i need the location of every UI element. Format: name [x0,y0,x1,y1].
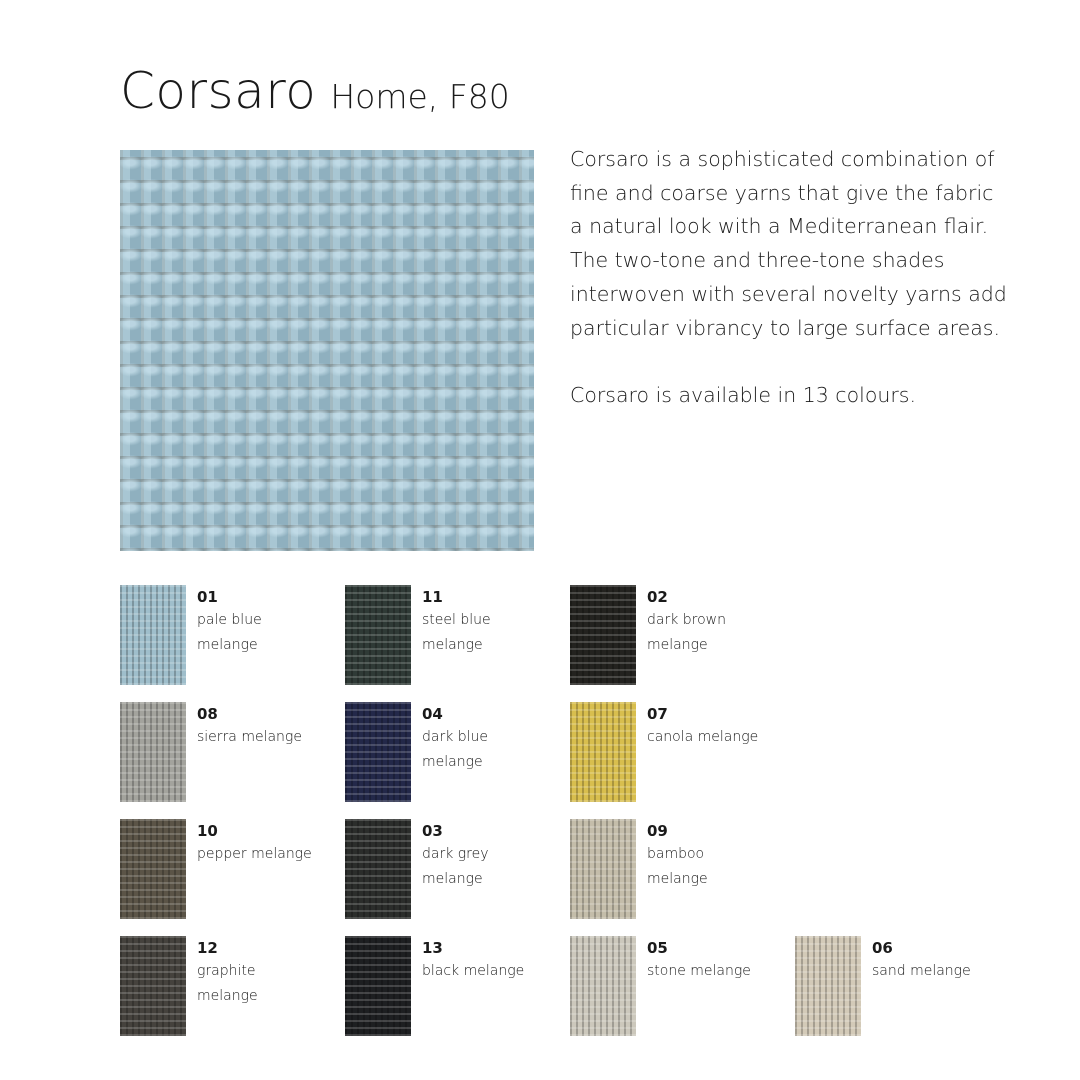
swatch-chip [570,819,636,919]
swatch-code: 05 [647,939,668,957]
swatch-chip [345,702,411,802]
description-line: interwoven with several novelty yarns add [570,281,1007,306]
swatch-name: bamboo [647,846,705,862]
swatch-code: 04 [422,705,443,723]
swatch-chip [345,936,411,1036]
swatch-code: 12 [197,939,218,957]
swatch-name: dark blue [422,729,489,745]
swatch-08[interactable] [120,702,330,802]
swatch-chip [120,702,186,802]
swatch-06[interactable] [795,936,1005,1036]
page-title [120,62,510,120]
description-line: a natural look with a Mediterranean flair. [570,214,989,239]
swatch-name: graphite [197,963,256,979]
swatch-code: 13 [422,939,443,957]
swatch-name-2: melange [647,637,708,653]
swatch-code: 02 [647,588,668,606]
swatch-code: 08 [197,705,218,723]
swatch-chip [345,585,411,685]
swatch-09[interactable] [570,819,780,919]
swatch-name: black melange [422,963,525,979]
swatch-07[interactable] [570,702,780,802]
swatch-03[interactable] [345,819,555,919]
swatch-name: stone melange [647,963,751,979]
swatch-code: 03 [422,822,443,840]
swatch-code: 06 [872,939,893,957]
swatch-chip [570,936,636,1036]
swatch-05[interactable] [570,936,780,1036]
swatch-name: canola melange [647,729,759,745]
swatch-chip [345,819,411,919]
swatch-name-2: melange [647,871,708,887]
description-line: Corsaro is a sophisticated combination of [570,147,995,171]
swatch-name: sierra melange [197,729,302,745]
swatch-name: pale blue [197,612,262,628]
swatch-name-2: melange [422,637,483,653]
swatch-11[interactable] [345,585,555,685]
swatch-chip [120,936,186,1036]
swatch-12[interactable] [120,936,330,1036]
product-name: Corsaro [120,62,317,120]
description-line: fine and coarse yarns that give the fabric [570,180,994,205]
swatch-code: 11 [422,588,443,606]
swatch-code: 07 [647,705,668,723]
swatch-name: dark brown [647,612,727,628]
hero-fabric-image [120,150,534,551]
swatch-chip [795,936,861,1036]
swatch-name: dark grey [422,846,489,862]
swatch-code: 09 [647,822,668,840]
swatch-chip [570,702,636,802]
swatch-code: 01 [197,588,218,606]
description-line: The two-tone and three-tone shades [570,248,945,273]
swatch-02[interactable] [570,585,780,685]
product-subtitle: Home, F80 [330,77,510,116]
availability-text: Corsaro is available in 13 colours. [570,382,916,407]
swatch-name-2: melange [422,871,483,887]
description-line: particular vibrancy to large surface areas. [570,315,1000,340]
swatch-chip [120,819,186,919]
swatch-chip [120,585,186,685]
swatch-01[interactable] [120,585,330,685]
swatch-13[interactable] [345,936,555,1036]
swatch-code: 10 [197,822,218,840]
swatch-name-2: melange [197,637,258,653]
swatch-name: sand melange [872,963,971,979]
swatch-name-2: melange [422,754,483,770]
swatch-04[interactable] [345,702,555,802]
swatch-name: pepper melange [197,846,312,862]
swatch-name: steel blue [422,612,491,628]
product-description [570,143,1030,413]
swatch-chip [570,585,636,685]
swatch-name-2: melange [197,988,258,1004]
swatch-10[interactable] [120,819,330,919]
